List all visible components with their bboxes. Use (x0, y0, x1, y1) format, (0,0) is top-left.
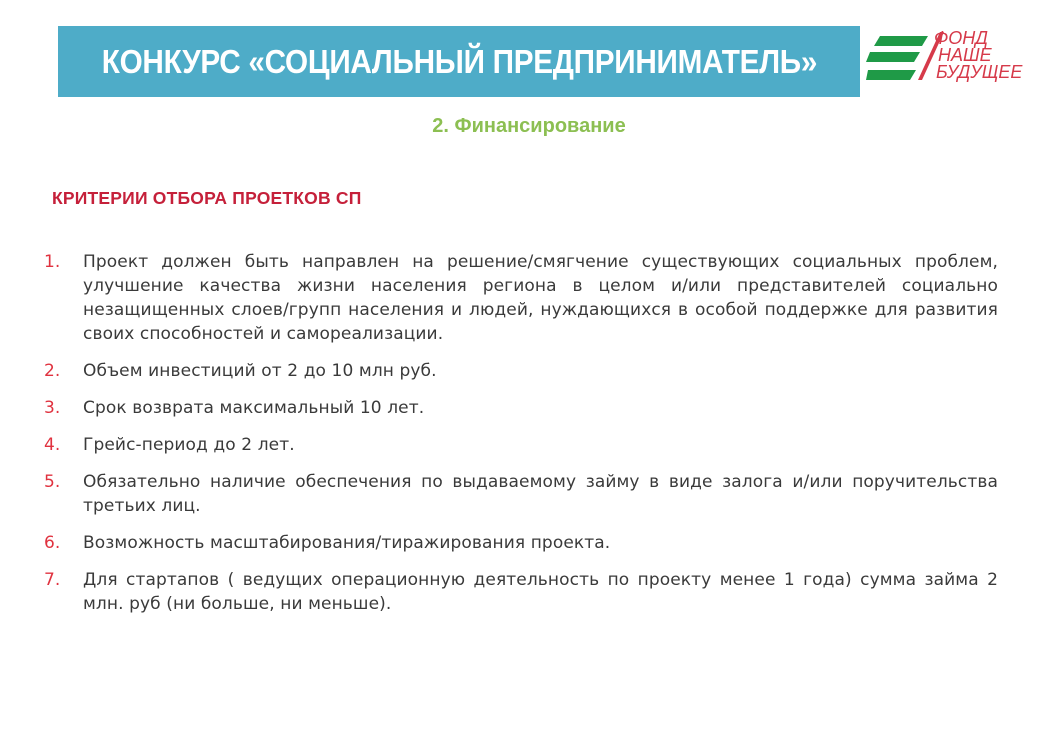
criteria-item (44, 359, 998, 383)
item-number: 7. (44, 570, 61, 590)
section-subtitle: 2. Финансирование (432, 115, 626, 137)
fund-logo (866, 26, 1036, 92)
item-number: 6. (44, 533, 61, 553)
item-number: 5. (44, 472, 61, 492)
item-number: 1. (44, 252, 61, 272)
criteria-heading: КРИТЕРИИ ОТБОРА ПРОЕТКОВ СП (52, 188, 362, 208)
criteria-list (44, 250, 998, 629)
logo-line-3: БУДУЩЕЕ (936, 62, 1023, 82)
logo-text (934, 30, 1022, 81)
criteria-item (44, 250, 998, 346)
criteria-item (44, 433, 998, 457)
criteria-item (44, 470, 998, 518)
item-text: Возможность масштабирования/тиражирования проекта. (83, 533, 611, 553)
logo-line-1: ФОНД (934, 28, 988, 48)
item-text: Обязательно наличие обеспечения по выдаваемому займу в виде залога и/или поручительства третьих лиц. (83, 472, 998, 516)
item-text: Грейс-период до 2 лет. (83, 435, 295, 455)
item-text: Проект должен быть направлен на решение/смягчение существующих социальных проблем, улучшение качества жизни населения региона в целом и/или представителей социально незащищенных слоев/групп населения и людей, нуждающихся в особой поддержке для развития своих способностей и самореализации. (83, 252, 998, 344)
item-text: Срок возврата максимальный 10 лет. (83, 398, 425, 418)
item-text: Для стартапов ( ведущих операционную деятельность по проекту менее 1 года) сумма займа 2 млн. руб (ни больше, ни меньше). (83, 570, 998, 614)
criteria-item (44, 568, 998, 616)
item-number: 3. (44, 398, 61, 418)
page-title: КОНКУРС «СОЦИАЛЬНЫЙ ПРЕДПРИНИМАТЕЛЬ» (101, 42, 817, 80)
item-number: 2. (44, 361, 61, 381)
criteria-item (44, 531, 998, 555)
criteria-item (44, 396, 998, 420)
item-text: Объем инвестиций от 2 до 10 млн руб. (83, 361, 437, 381)
title-banner (58, 26, 860, 97)
logo-line-2: НАШЕ (938, 45, 992, 65)
item-number: 4. (44, 435, 61, 455)
